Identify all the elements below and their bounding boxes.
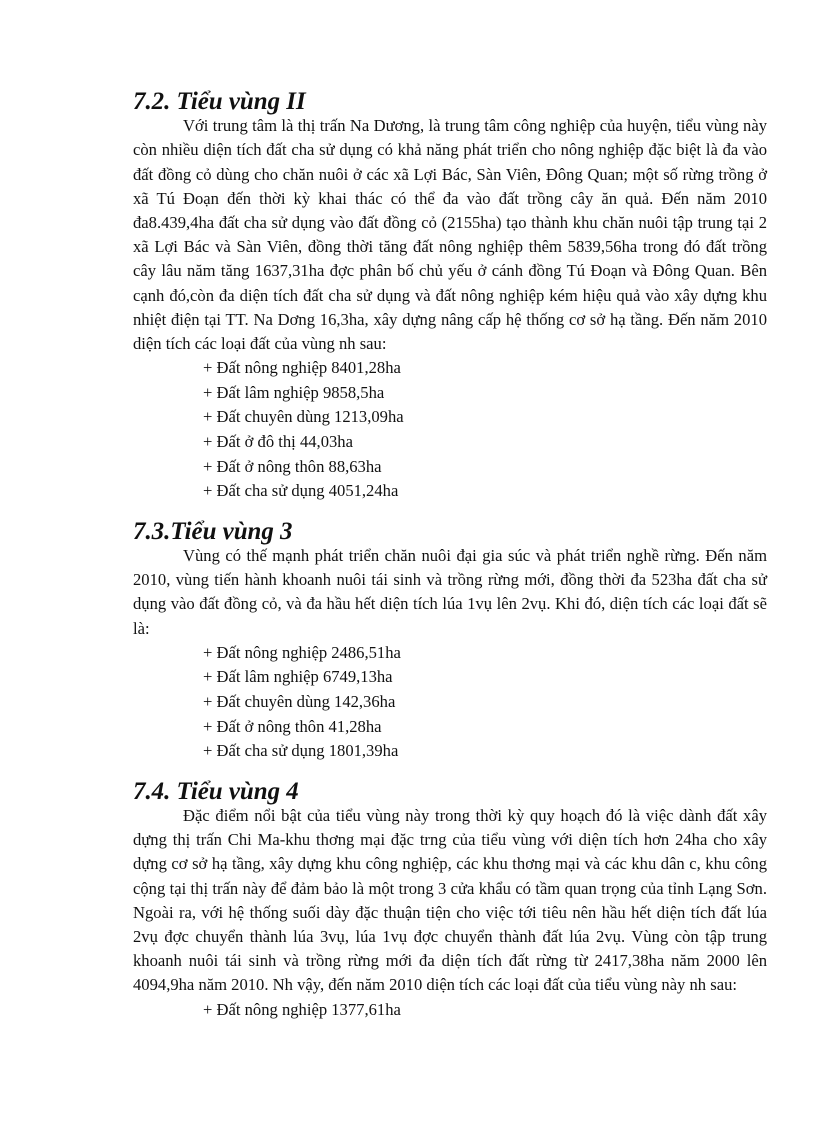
section-heading: 7.4. Tiểu vùng 4 (133, 777, 299, 805)
list-item: + Đất nông nghiệp 1377,61ha (203, 999, 401, 1019)
land-area-list (203, 641, 767, 764)
section-heading: 7.3.Tiểu vùng 3 (133, 517, 293, 545)
list-item: + Đất lâm nghiệp 6749,13ha (203, 667, 393, 687)
section-tieu-vung-2 (133, 90, 767, 504)
section-heading: 7.2. Tiểu vùng II (133, 88, 306, 115)
section-paragraph: Đặc điểm nổi bật của tiểu vùng này trong thời kỳ quy hoạch đó là việc dành đất xây dựng thị trấn Chi Ma-khu thơng mại đặc trng của tiểu vùng với diện tích hơn 24ha cho xây dựng cơ sở hạ tầng, xây dựng khu công nghiệp, các khu thơng mại và các khu dân c, khu công cộng tại thị trấn này để đảm bảo là một trong 3 cửa khẩu có tầm quan trọng của tỉnh Lạng Sơn. Ngoài ra, với hệ thống suối dày đặc thuận tiện cho việc tới tiêu nên hầu hết diện tích đất lúa 2vụ đợc chuyển thành lúa 3vụ, lúa 1vụ đợc chuyển thành đất lúa 2vụ. Vùng còn tập trung khoanh nuôi tái sinh và trồng rừng mới đa diện tích đất rừng từ 2417,38ha năm 2000 lên 4094,9ha năm 2010. Nh vậy, đến năm 2010 diện tích các loại đất của tiểu vùng này nh sau: (133, 805, 767, 995)
list-item: + Đất ở đô thị 44,03ha (203, 432, 353, 452)
list-item: + Đất cha sử dụng 4051,24ha (203, 481, 399, 501)
list-item: + Đất lâm nghiệp 9858,5ha (203, 382, 385, 402)
land-area-list (203, 356, 767, 504)
document-page (133, 90, 767, 1022)
section-tieu-vung-3 (133, 517, 767, 764)
list-item: + Đất nông nghiệp 8401,28ha (203, 358, 401, 378)
section-paragraph: Với trung tâm là thị trấn Na Dương, là trung tâm công nghiệp của huyện, tiểu vùng này còn nhiều diện tích đất cha sử dụng có khả năng phát triển cho nông nghiệp đặc biệt là đa vào đất đồng cỏ dùng cho chăn nuôi ở các xã Lợi Bác, Sàn Viên, Đông Quan; một số rừng trồng ở xã Tú Đoạn đến thời kỳ khai thác có thể đa vào đất trồng cây ăn quả. Đến năm 2010 đa8.439,4ha đất cha sử dụng vào đất đồng cỏ (2155ha) tạo thành khu chăn nuôi tập trung tại 2 xã Lợi Bác và Sàn Viên, đồng thời tăng đất nông nghiệp thêm 5839,56ha trong đó đất trồng cây lâu năm tăng 1637,31ha đợc phân bố chủ yếu ở cánh đồng Tú Đoạn và Đông Quan. Bên cạnh đó,còn đa diện tích đất cha sử dụng và đất nông nghiệp kém hiệu quả vào xây dựng khu nhiệt điện tại TT. Na Dơng 16,3ha, xây dựng nâng cấp hệ thống cơ sở hạ tầng. Đến năm 2010 diện tích các loại đất của vùng nh sau: (133, 116, 767, 354)
list-item: + Đất nông nghiệp 2486,51ha (203, 642, 401, 662)
section-paragraph: Vùng có thế mạnh phát triển chăn nuôi đại gia súc và phát triển nghề rừng. Đến năm 2010, vùng tiến hành khoanh nuôi tái sinh và trồng rừng mới, đồng thời đa 523ha đất cha sử dụng vào đất đồng cỏ, và đa hầu hết diện tích lúa 1vụ lên 2vụ. Khi đó, diện tích các loại đất sẽ là: (133, 546, 767, 638)
section-tieu-vung-4 (133, 777, 767, 1022)
land-area-list (203, 998, 767, 1023)
list-item: + Đất chuyên dùng 142,36ha (203, 692, 396, 711)
list-item: + Đất chuyên dùng 1213,09ha (203, 407, 404, 427)
list-item: + Đất ở nông thôn 41,28ha (203, 716, 382, 736)
list-item: + Đất ở nông thôn 88,63ha (203, 456, 382, 476)
list-item: + Đất cha sử dụng 1801,39ha (203, 741, 399, 761)
